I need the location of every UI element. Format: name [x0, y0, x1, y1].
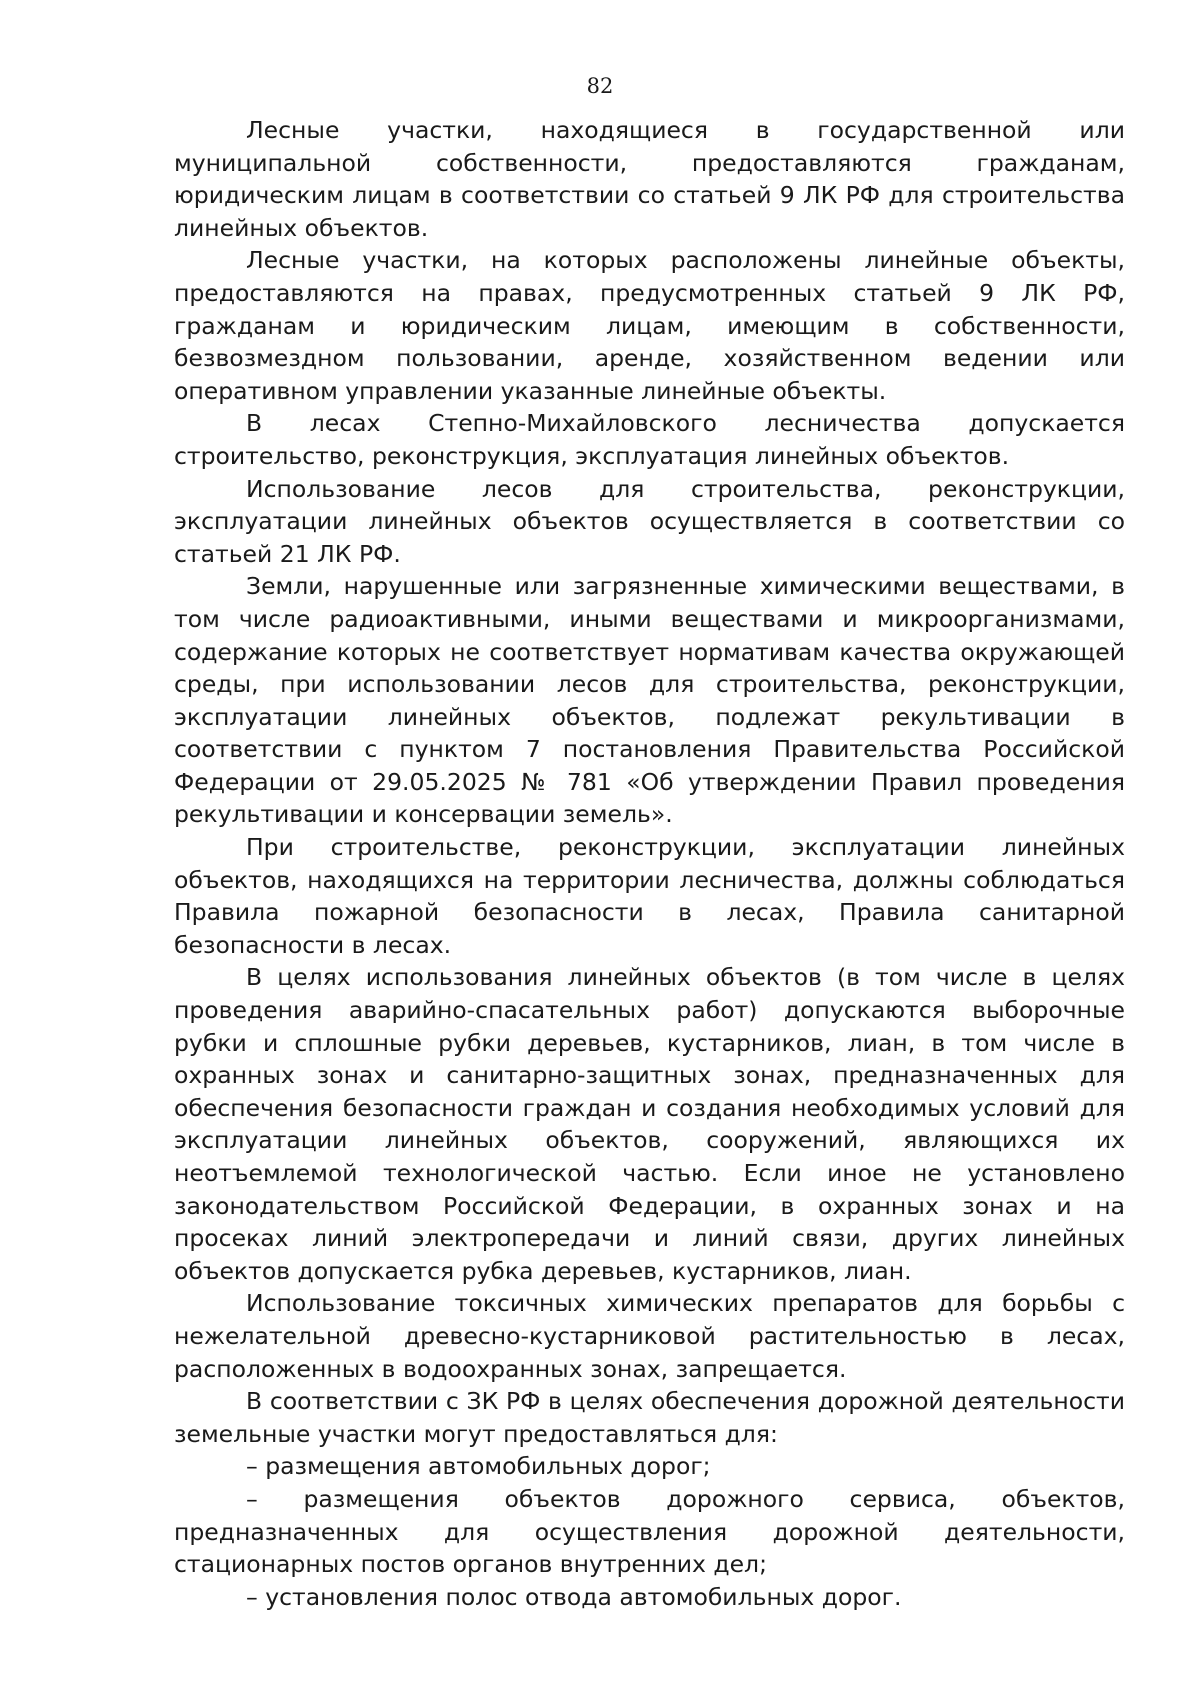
- paragraph: Лесные участки, на которых расположены линейные объекты, предоставляются на правах, предусмотренных статьей 9 ЛК РФ, гражданам и юридическим лицам, имеющим в собственности, безвозмездном пользовании, аренде, хозяйственном ведении или оперативном управлении указанные линейные объекты.: [174, 246, 1125, 405]
- paragraph: В лесах Степно-Михайловского лесничества допускается строительство, реконструкция, эксплуатация линейных объектов.: [174, 409, 1125, 470]
- list-item: – размещения объектов дорожного сервиса, объектов, предназначенных для осуществления дорожной деятельности, стационарных постов органов внутренних дел;: [174, 1484, 1125, 1579]
- paragraph: Лесные участки, находящиеся в государственной или муниципальной собственности, предоставляются гражданам, юридическим лицам в соответствии со статьей 9 ЛК РФ для строительства линейных объектов.: [174, 116, 1125, 242]
- paragraph: В целях использования линейных объектов (в том числе в целях проведения аварийно-спасательных работ) допускаются выборочные рубки и сплошные рубки деревьев, кустарников, лиан, в том числе в охранных зонах и санитарно-защитных зонах, предназначенных для обеспечения безопасности граждан и создания необходимых условий для эксплуатации линейных объектов, сооружений, являющихся их неотъемлемой технологической частью. Если иное не установлено законодательством Российской Федерации, в охранных зонах и на просеках линий электропередачи и линий связи, других линейных объектов допускается рубка деревьев, кустарников, лиан.: [174, 963, 1125, 1285]
- paragraph: Использование лесов для строительства, реконструкции, эксплуатации линейных объектов осуществляется в соответствии со статьей 21 ЛК РФ.: [174, 474, 1125, 568]
- paragraph: Земли, нарушенные или загрязненные химическими веществами, в том числе радиоактивными, иными веществами и микроорганизмами, содержание которых не соответствует нормативам качества окружающей среды, при использовании лесов для строительства, реконструкции, эксплуатации линейных объектов, подлежат рекультивации в соответствии с пунктом 7 постановления Правительства Российской Федерации от 29.05.2025 № 781 «Об утверждении Правил проведения рекультивации и консервации земель».: [174, 572, 1125, 829]
- list-item: – установления полос отвода автомобильных дорог.: [246, 1582, 902, 1611]
- paragraph: При строительстве, реконструкции, эксплуатации линейных объектов, находящихся на территории лесничества, должны соблюдаться Правила пожарной безопасности в лесах, Правила санитарной безопасности в лесах.: [174, 833, 1125, 959]
- paragraph: В соответствии с ЗК РФ в целях обеспечения дорожной деятельности земельные участки могут предоставляться для:: [174, 1387, 1125, 1448]
- page-number: 82: [586, 74, 614, 98]
- paragraph: Использование токсичных химических препаратов для борьбы с нежелательной древесно-кустарниковой растительностью в лесах, расположенных в водоохранных зонах, запрещается.: [174, 1289, 1125, 1383]
- body-text: [174, 114, 1125, 1613]
- list-item: – размещения автомобильных дорог;: [246, 1452, 711, 1481]
